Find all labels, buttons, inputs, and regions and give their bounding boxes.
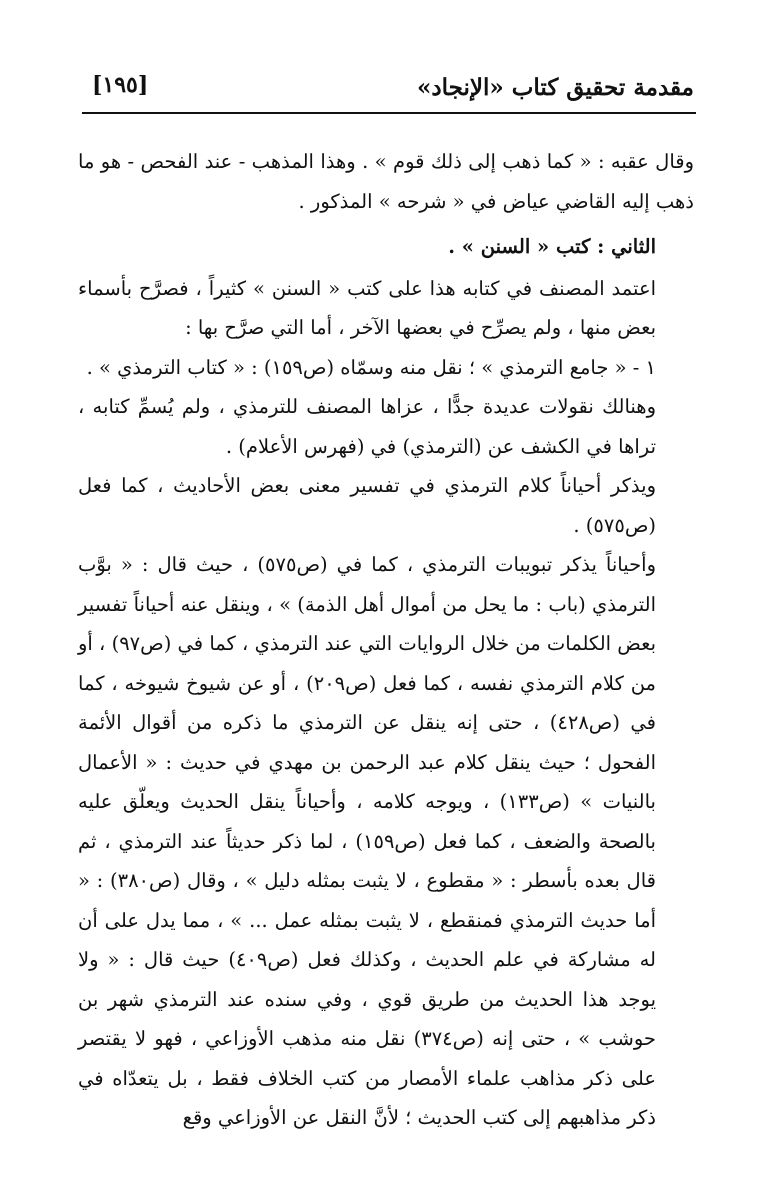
list-item-jami-tirmidhi: ١ - « جامع الترمذي » ؛ نقل منه وسمّاه (ص١٥٩) : « كتاب الترمذي » . — [86, 355, 656, 379]
paragraph-opening: وقال عقبه : « كما ذهب إلى ذلك قوم » . وهذا المذهب - عند الفحص - هو ما ذهب إليه القاضي عياض في « شرحه » المذكور . — [78, 150, 694, 213]
paragraph-sunan-intro: اعتمد المصنف في كتابه هذا على كتب « السنن » كثيراً ، فصرَّح بأسماء بعض منها ، ولم يصرِّح في بعضها الآخر ، أما التي صرَّح بها : — [78, 276, 656, 339]
page-number: [١٩٥] — [92, 72, 149, 98]
paragraph-tirmidhi-chapters: وأحياناً يذكر تبويبات الترمذي ، كما في (ص٥٧٥) ، حيث قال : « بوَّب الترمذي (باب : ما يحل من أموال أهل الذمة) » ، وينقل عنه أحياناً تفسير بعض الكلمات من خلال الروايات التي عند الترمذي ، كما في (ص٩٧) ، أو من كلام الترمذي نفسه ، كما فعل (ص٢٠٩) ، أو عن شيوخ شيوخه ، كما في (ص٤٢٨) ، حتى إنه ينقل عن الترمذي ما ذكره من أقوال الأئمة الفحول ؛ حيث ينقل كلام عبد الرحمن بن مهدي في حديث : « الأعمال بالنيات » (ص١٣٣) ، ويوجه كلامه ، وأحياناً ينقل الحديث ويعلّق عليه بالصحة والضعف ، كما فعل (ص١٥٩) ، لما ذكر حديثاً عند الترمذي ، ثم قال بعده بأسطر : « مقطوع ، لا يثبت بمثله دليل » ، وقال (ص٣٨٠) : « أما حديث الترمذي فمنقطع ، لا يثبت بمثله عمل ... » ، مما يدل على أن له مشاركة في علم الحديث ، وكذلك فعل (ص٤٠٩) حيث قال : « ولا يوجد هذا الحديث من طريق قوي ، وفي سنده عند الترمذي شهر بن حوشب » ، حتى إنه (ص٣٧٤) نقل منه مذهب الأوزاعي ، فهو لا يقتصر على ذكر مذاهب علماء الأمصار من كتب الخلاف فقط ، بل يتعدّاه في ذكر مذاهبهم إلى كتب الحديث ؛ لأنَّ النقل عن الأوزاعي وقع — [78, 553, 657, 1129]
running-title: مقدمة تحقيق كتاب «الإنجاد» — [416, 74, 694, 101]
page-header — [82, 70, 694, 106]
body-text — [78, 142, 694, 1138]
header-rule — [82, 112, 696, 114]
section-heading-sunan: الثاني : كتب « السنن » . — [448, 235, 656, 258]
paragraph-tirmidhi-explanations: ويذكر أحياناً كلام الترمذي في تفسير معنى بعض الأحاديث ، كما فعل (ص٥٧٥) . — [78, 474, 656, 537]
paragraph-tirmidhi-citations: وهنالك نقولات عديدة جدًّا ، عزاها المصنف للترمذي ، ولم يُسمِّ كتابه ، تراها في الكشف عن (الترمذي) في (فهرس الأعلام) . — [78, 395, 656, 458]
